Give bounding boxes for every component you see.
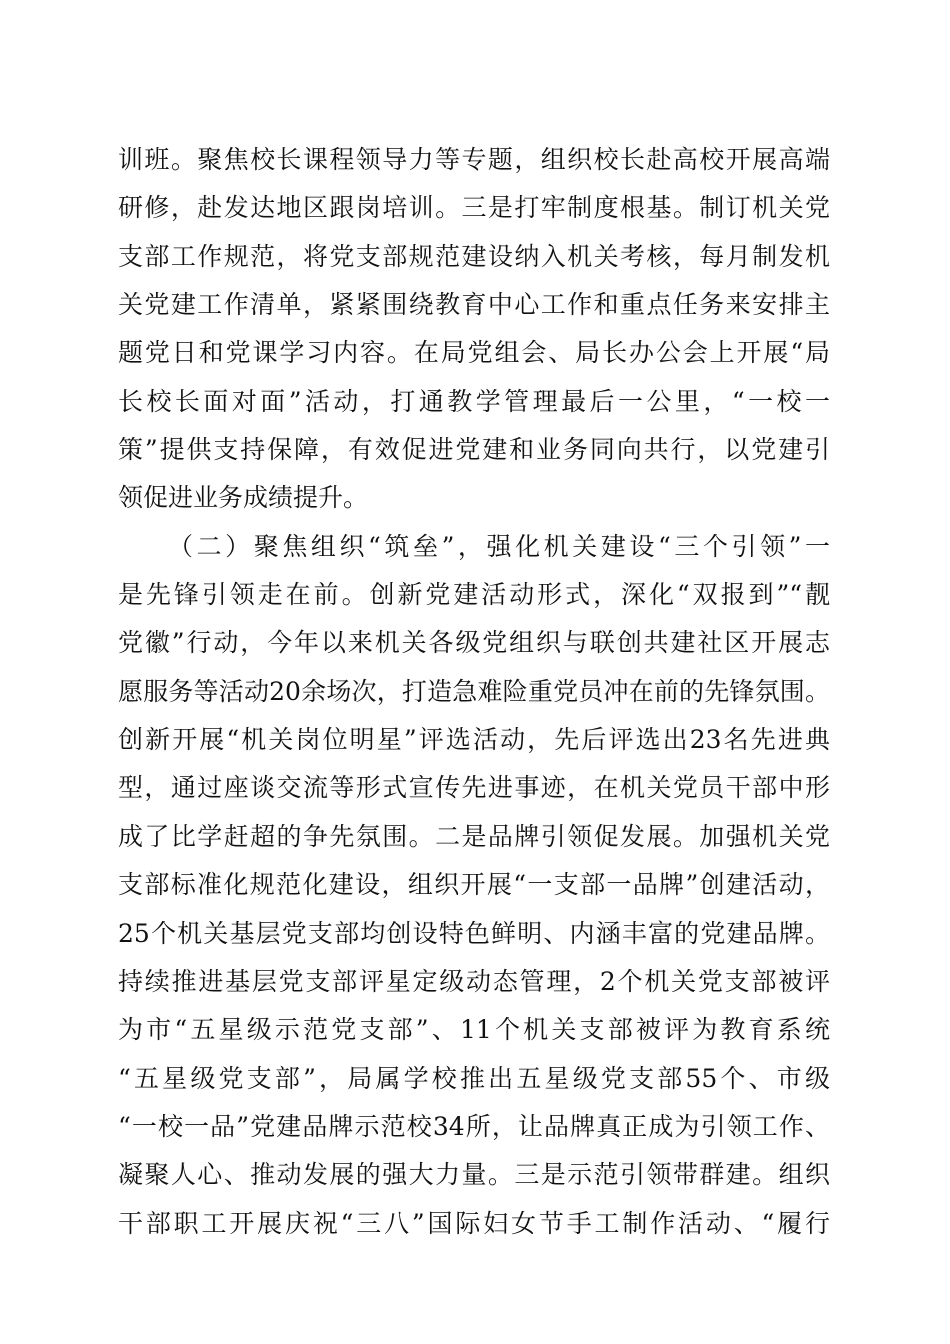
text-line: 创新开展“机关岗位明星”评选活动，先后评选出23名先进典 [118,725,830,755]
text-line: “一校一品”党建品牌示范校34所，让品牌真正成为引领工作、 [118,1111,830,1141]
text-line: 关党建工作清单，紧紧围绕教育中心工作和重点任务来安排主 [118,290,830,320]
text-line: 凝聚人心、推动发展的强大力量。三是示范引领带群建。组织 [118,1160,830,1190]
text-line: 是先锋引领走在前。创新党建活动形式，深化“双报到”“靓 [118,580,830,610]
text-line: 党徽”行动，今年以来机关各级党组织与联创共建社区开展志 [118,628,830,658]
text-line: 25个机关基层党支部均创设特色鲜明、内涵丰富的党建品牌。 [118,918,830,948]
text-line: 持续推进基层党支部评星定级动态管理，2个机关党支部被评 [118,966,830,996]
text-line: 策”提供支持保障，有效促进党建和业务同向共行，以党建引 [118,435,830,465]
text-line: 题党日和党课学习内容。在局党组会、局长办公会上开展“局 [118,338,830,368]
text-line: 成了比学赶超的争先氛围。二是品牌引领促发展。加强机关党 [118,821,830,851]
text-line: 为市“五星级示范党支部”、11个机关支部被评为教育系统 [118,1015,830,1045]
text-line: 领促进业务成绩提升。 [118,483,369,513]
section-heading-line: （二）聚焦组织“筑垒”，强化机关建设“三个引领”一 [168,531,830,561]
body-text [118,145,830,1257]
text-line: 干部职工开展庆祝“三八”国际妇女节手工制作活动、“履行 [118,1208,830,1238]
text-line: “五星级党支部”，局属学校推出五星级党支部55个、市级 [118,1063,830,1093]
text-line: 训班。聚焦校长课程领导力等专题，组织校长赴高校开展高端 [118,145,830,174]
text-line: 支部工作规范，将党支部规范建设纳入机关考核，每月制发机 [118,241,830,271]
text-line: 研修，赴发达地区跟岗培训。三是打牢制度根基。制订机关党 [118,193,830,223]
text-line: 长校长面对面”活动，打通教学管理最后一公里，“一校一 [118,386,830,416]
text-line: 支部标准化规范化建设，组织开展“一支部一品牌”创建活动， [118,870,830,900]
text-line: 型，通过座谈交流等形式宣传先进事迹，在机关党员干部中形 [118,773,830,803]
text-line: 愿服务等活动20余场次，打造急难险重党员冲在前的先锋氛围。 [118,676,830,706]
